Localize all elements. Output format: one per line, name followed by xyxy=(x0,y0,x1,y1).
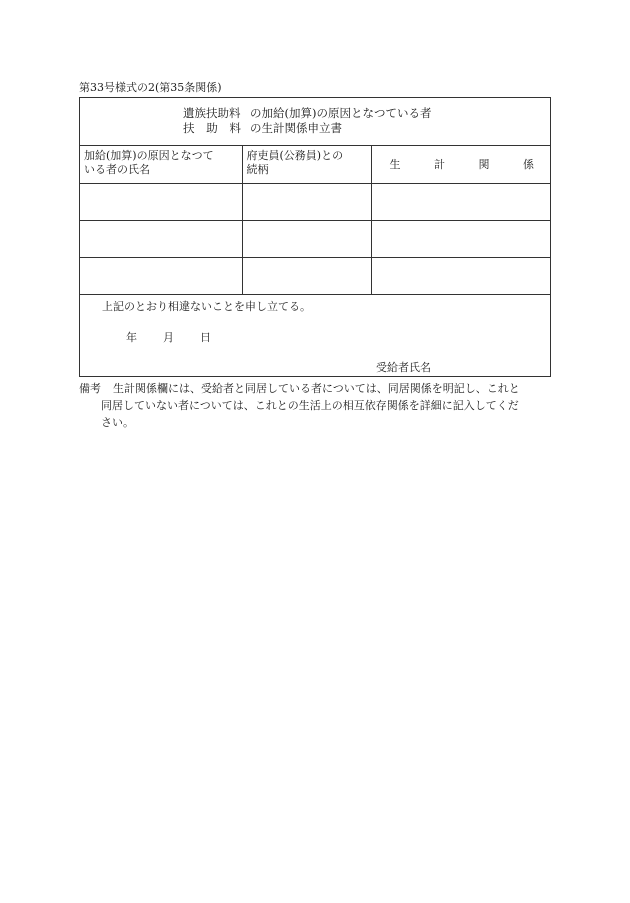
title-head-1: 遺族扶助料 xyxy=(183,106,241,120)
month-label: 月 xyxy=(163,331,174,344)
form-number-label: 第33号様式の2(第35条関係) xyxy=(79,81,222,94)
living-cell[interactable] xyxy=(371,221,550,258)
header-living-relation: 生 計 関 係 xyxy=(371,146,550,184)
declaration-text: 上記のとおり相違ないことを申し立てる。 xyxy=(102,300,311,313)
recipient-name-label: 受給者氏名 xyxy=(376,361,431,374)
table-header-row xyxy=(80,146,550,184)
header-person-name: 加給(加算)の原因となつて いる者の氏名 xyxy=(80,146,242,184)
date-field[interactable] xyxy=(126,331,237,345)
remarks-line-1: 生計関係欄には、受給者と同居している者については、同居関係を明記し、これと xyxy=(113,382,520,395)
title-text-2: の生計関係申立書 xyxy=(250,121,342,135)
remarks-line-3: さい。 xyxy=(101,416,134,429)
title-text-1: の加給(加算)の原因となつている者 xyxy=(250,106,432,120)
living-cell[interactable] xyxy=(371,184,550,221)
title-row-2 xyxy=(183,121,431,136)
title-head-2: 扶 助 料 xyxy=(183,121,241,135)
table-row xyxy=(80,221,550,258)
relation-cell[interactable] xyxy=(242,184,371,221)
name-cell[interactable] xyxy=(80,258,242,295)
year-label: 年 xyxy=(126,331,137,344)
relation-cell[interactable] xyxy=(242,258,371,295)
form-title xyxy=(183,106,431,136)
remarks-line-2: 同居していない者については、これとの生活上の相互依存関係を詳細に記入してくだ xyxy=(101,399,519,412)
table-row xyxy=(80,258,550,295)
living-cell[interactable] xyxy=(371,258,550,295)
living-relation-table xyxy=(80,145,550,295)
name-cell[interactable] xyxy=(80,221,242,258)
remarks-label: 備考 xyxy=(79,382,101,395)
relation-cell[interactable] xyxy=(242,221,371,258)
table-row xyxy=(80,184,550,221)
day-label: 日 xyxy=(200,331,211,344)
header-relationship: 府吏員(公務員)との 続柄 xyxy=(242,146,371,184)
name-cell[interactable] xyxy=(80,184,242,221)
application-form xyxy=(79,97,551,377)
title-row-1 xyxy=(183,106,431,121)
